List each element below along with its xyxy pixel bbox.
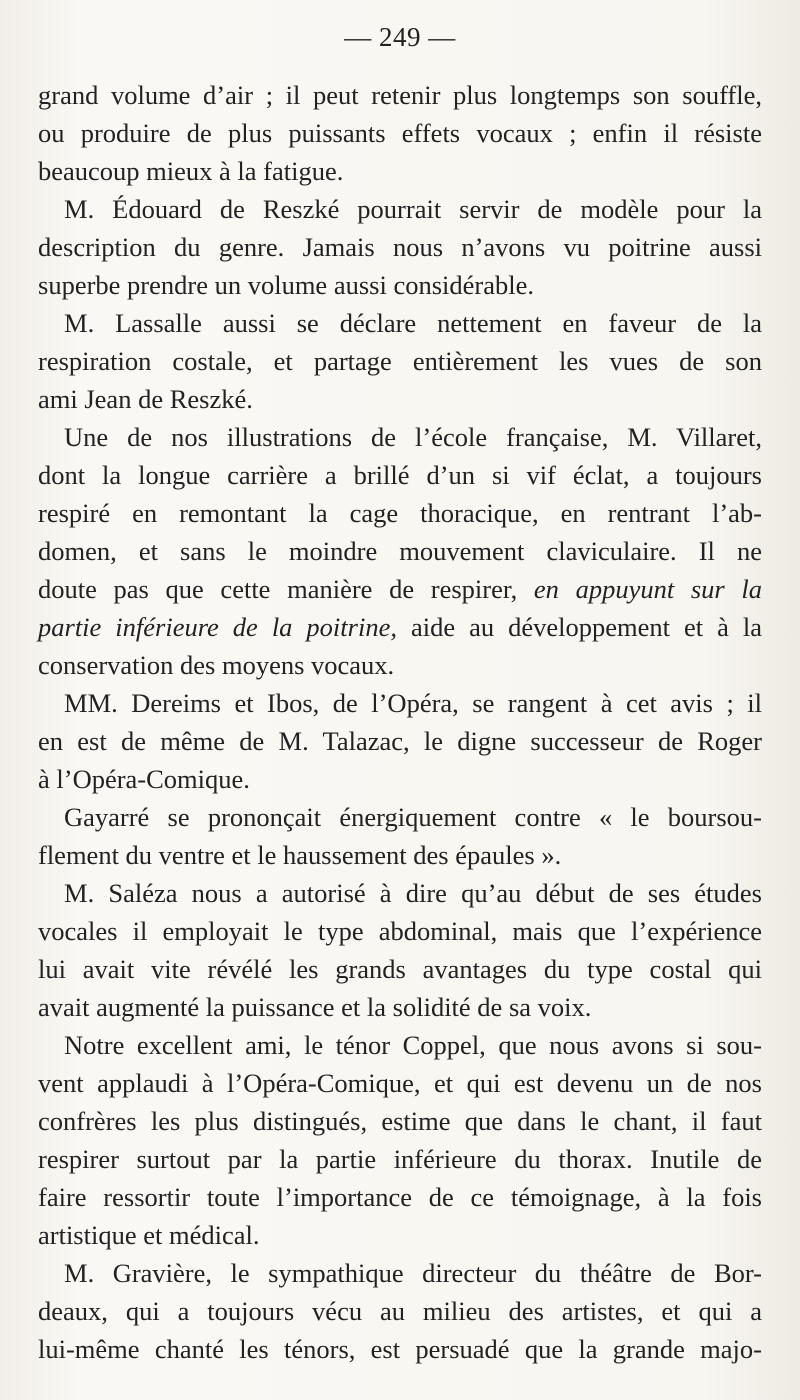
- text-line: M. Saléza nous a autorisé à dire qu’au début de ses études: [64, 878, 762, 908]
- text-line: faire ressortir toute l’importance de ce témoignage, à la fois: [38, 1182, 762, 1212]
- text-segment: aide au développement et à la: [396, 612, 762, 642]
- text-line: lui-même chanté les ténors, est persuadé que la grande majo-: [38, 1334, 762, 1364]
- text-line: M. Gravière, le sympathique directeur du théâtre de Bor-: [64, 1258, 762, 1288]
- text-line: M. Édouard de Reszké pourrait servir de modèle pour la: [64, 194, 762, 224]
- text-line: flement du ventre et le haussement des épaules ».: [38, 840, 562, 870]
- text-line: description du genre. Jamais nous n’avons vu poitrine aussi: [38, 232, 762, 262]
- text-line: respiration costale, et partage entièrement les vues de son: [38, 346, 762, 376]
- text-line: vocales il employait le type abdominal, mais que l’expérience: [38, 916, 762, 946]
- text-line: en est de même de M. Talazac, le digne successeur de Roger: [38, 726, 762, 756]
- text-line: superbe prendre un volume aussi considérable.: [38, 270, 534, 300]
- text-segment: doute pas que cette manière de respirer,: [38, 574, 518, 604]
- italic-text-segment: en appuyunt sur la: [533, 574, 762, 604]
- text-line: à l’Opéra-Comique.: [38, 764, 250, 794]
- text-line: MM. Dereims et Ibos, de l’Opéra, se rangent à cet avis ; il: [64, 688, 762, 718]
- text-line: ami Jean de Reszké.: [38, 384, 253, 414]
- text-line: Gayarré se prononçait énergiquement contre « le boursou-: [64, 802, 762, 832]
- text-line: domen, et sans le moindre mouvement claviculaire. Il ne: [38, 536, 762, 566]
- text-line: dont la longue carrière a brillé d’un si vif éclat, a toujours: [38, 460, 762, 490]
- text-line: lui avait vite révélé les grands avantages du type costal qui: [38, 954, 762, 984]
- text-line: confrères les plus distingués, estime que dans le chant, il faut: [38, 1106, 762, 1136]
- text-line: Notre excellent ami, le ténor Coppel, que nous avons si sou-: [64, 1030, 762, 1060]
- text-line: conservation des moyens vocaux.: [38, 650, 395, 680]
- text-line: ou produire de plus puissants effets vocaux ; enfin il résiste: [38, 118, 762, 148]
- text-line: grand volume d’air ; il peut retenir plus longtemps son souffle,: [38, 80, 762, 110]
- mixed-style-line: [38, 608, 762, 646]
- body-text: [38, 76, 762, 1368]
- text-line: vent applaudi à l’Opéra-Comique, et qui est devenu un de nos: [38, 1068, 762, 1098]
- text-line: M. Lassalle aussi se déclare nettement en faveur de la: [64, 308, 762, 338]
- text-line: deaux, qui a toujours vécu au milieu des artistes, et qui a: [38, 1296, 762, 1326]
- text-line: Une de nos illustrations de l’école française, M. Villaret,: [64, 422, 762, 452]
- text-line: avait augmenté la puissance et la solidité de sa voix.: [38, 992, 592, 1022]
- page-number: — 249 —: [344, 22, 456, 52]
- text-line: respiré en remontant la cage thoracique, en rentrant l’ab-: [38, 498, 762, 528]
- mixed-style-line: [38, 570, 762, 608]
- text-line: beaucoup mieux à la fatigue.: [38, 156, 344, 186]
- italic-text-segment: partie inférieure de la poitrine,: [38, 612, 397, 642]
- text-line: artistique et médical.: [38, 1220, 260, 1250]
- text-line: respirer surtout par la partie inférieure du thorax. Inutile de: [38, 1144, 762, 1174]
